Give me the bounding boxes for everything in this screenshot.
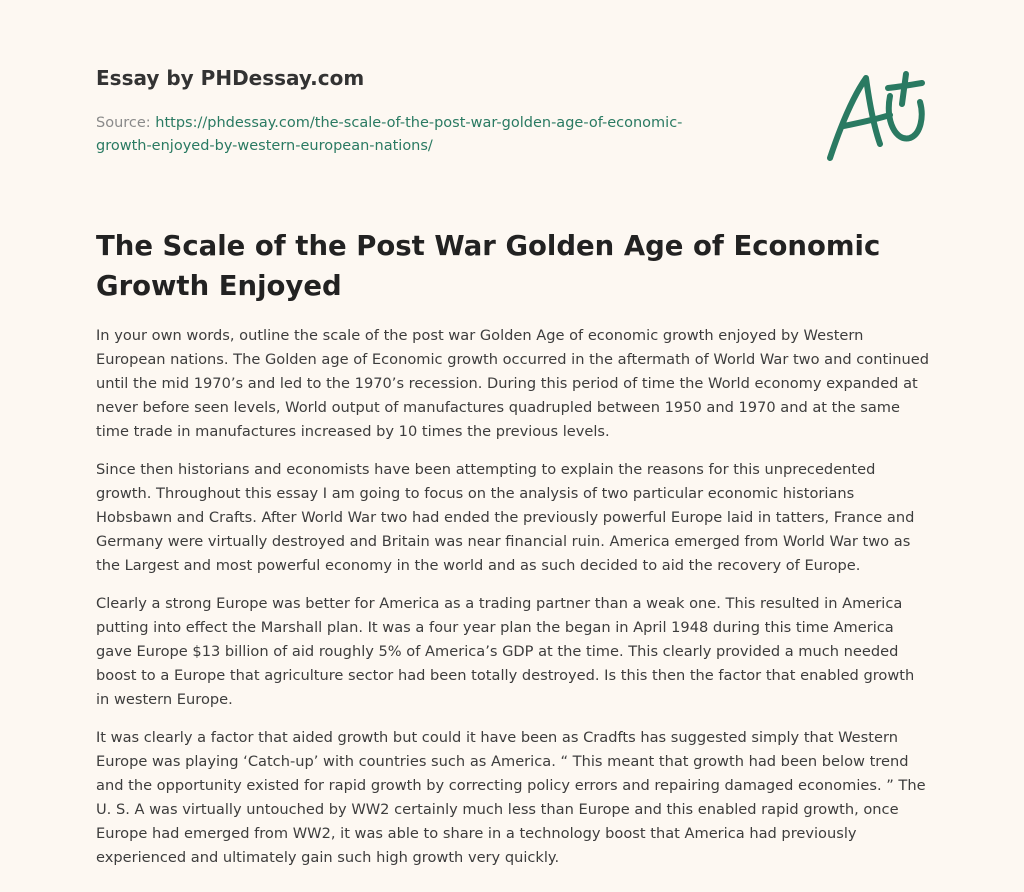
source-label: Source: (96, 115, 156, 131)
essay-paragraph: It was clearly a factor that aided growth but could it have been as Cradfts has suggested simply that Western Europe was playing ‘Catch-up’ with countries such as America. “ This meant that growth had been below trend and the opportunity existed for rapid growth by correcting policy errors and repairing damaged economies. ” The U. S. A was virtually untouched by WW2 certainly much less than Europe and this enabled rapid growth, once Europe had emerged from WW2, it was able to share in a technology boost that America had previously experienced and ultimately gain such high growth very quickly. (96, 729, 926, 866)
essay-paragraph: Since then historians and economists have been attempting to explain the reasons for this unprecedented growth. Throughout this essay I am going to focus on the analysis of two particular economic historians Hobsbawn and Crafts. After World War two had ended the previously powerful Europe laid in tatters, France and Germany were virtually destroyed and Britain was near financial ruin. America emerged from World War two as the Largest and most powerful economy in the world and as such decided to aid the recovery of Europe. (96, 461, 915, 574)
essay-title: The Scale of the Post War Golden Age of Economic Growth Enjoyed (96, 230, 881, 302)
essay-paragraph: In your own words, outline the scale of the post war Golden Age of economic growth enjoyed by Western European nations. The Golden age of Economic growth occurred in the aftermath of World War two and continued until the mid 1970’s and led to the 1970’s recession. During this period of time the World economy expanded at never before seen levels, World output of manufactures quadrupled between 1950 and 1970 and at the same time trade in manufactures increased by 10 times the previous levels. (96, 327, 929, 440)
a-plus-grade-icon (822, 66, 930, 166)
essay-paragraph: Clearly a strong Europe was better for America as a trading partner than a weak one. This resulted in America putting into effect the Marshall plan. It was a four year plan the began in April 1948 during this time America gave Europe $13 billion of aid roughly 5% of America’s GDP at the time. This clearly provided a much needed boost to a Europe that agriculture sector had been totally destroyed. Is this then the factor that enabled growth in western Europe. (96, 595, 915, 708)
source-line (96, 112, 736, 158)
source-link[interactable]: https://phdessay.com/the-scale-of-the-post-war-golden-age-of-economic-growth-enjoyed-by-western-european-nations/ (96, 115, 683, 154)
page-header (96, 64, 736, 158)
essay-body (96, 324, 930, 884)
site-brand: Essay by PHDessay.com (96, 66, 365, 90)
